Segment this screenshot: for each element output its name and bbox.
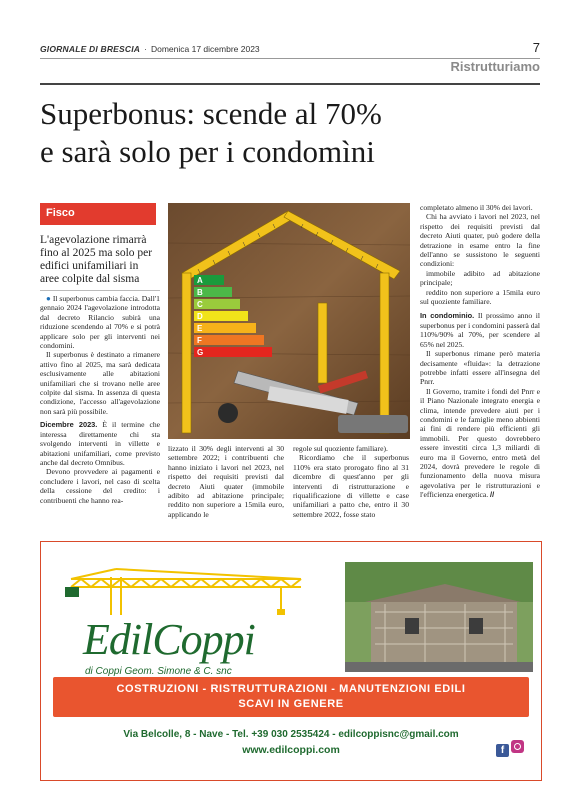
article-photo <box>168 203 410 439</box>
col4-paragraph-5: Il prossimo anno il superbonus per i condomini passerà dal 110%/90% al 70%, per scendere al 65% nel 2025. <box>420 311 540 349</box>
col1-paragraph-2: Il superbonus è destinato a rimanere attivo fino al 2025, ma sarà dedicata esclusivamente alle abitazioni unifamiliari che si trovano nelle aree colpite dal sisma. In assenza di questa condizione, l'accesso all'agevolazione non sarà più possibile. <box>40 350 160 416</box>
col4-paragraph-1: completato almeno il 30% dei lavori. <box>420 203 533 212</box>
bullet-icon: ● <box>46 294 51 303</box>
advertisement[interactable] <box>40 541 542 781</box>
article-column-1 <box>40 294 160 505</box>
svg-text:F: F <box>197 336 202 345</box>
page-number: 7 <box>532 40 540 55</box>
facebook-icon[interactable]: f <box>496 744 509 757</box>
services-line-2: SCAVI IN GENERE <box>238 698 344 710</box>
building-illustration <box>345 562 533 672</box>
section-title: Ristrutturiamo <box>450 59 540 74</box>
article-column-4 <box>420 203 540 500</box>
subheadline: L'agevolazione rimarrà fino al 2025 ma solo per edifici unifamiliari in aree colpite dal sisma <box>40 234 153 285</box>
col4-paragraph-2: Chi ha avviato i lavori nel 2023, nel rispetto dei requisiti previsti dal decreto Aiuti quater, può godere della detrazione in esame entro la fine dell'anno se sussistono le seguenti condizioni: <box>420 212 540 269</box>
instagram-icon[interactable] <box>511 740 524 753</box>
svg-text:C: C <box>197 300 203 309</box>
headline-line-2: e sarà solo per i condomìni <box>40 134 375 169</box>
category-tag <box>40 203 156 225</box>
subheadline-rule <box>40 290 160 291</box>
col4-paragraph-4: reddito non superiore a 15mila euro sul quoziente familiare. <box>420 287 540 307</box>
website-link[interactable]: www.edilcoppi.com <box>242 744 340 756</box>
headline <box>40 95 510 171</box>
col4-paragraph-7: Il Governo, tramite i fondi del Pnrr e il Piano Nazionale integrato energia e clima, intende prevedere aiuti per i condomini e le famiglie meno abbienti ai fini di rendere più efficienti gli immobili. Per questo dovrebbero essere investiti circa 1,3 miliardi di euro ma il Governo, entro metà del 2024, dovrà prevedere le regole di funzionamento della nuova misura agevolativa per le ristrutturazioni e l'efficienza energetica. <box>420 386 540 500</box>
contact-address: Via Belcolle, 8 - Nave - Tel. +39 030 2535424 - edilcoppisnc@gmail.com <box>123 729 459 740</box>
services-banner <box>53 677 529 717</box>
services-line-1: COSTRUZIONI - RISTRUTTURAZIONI - MANUTENZIONI EDILI <box>116 683 466 695</box>
social-icons <box>496 740 524 758</box>
col1-paragraph-4: Devono provvedere ai pagamenti e concludere i lavori, nel caso di scelta della cessione del credito: i contribuenti che hanno rea- <box>40 467 160 505</box>
newspaper-name: GIORNALE DI BRESCIA <box>40 44 141 54</box>
col1-paragraph-1: Il superbonus cambia faccia. Dall'1 gennaio 2024 l'agevolazione introdotta dal decreto Rilancio subirà una riduzione scendendo al 70% e si potrà applicare solo per gli interventi nei condomini. <box>40 294 160 351</box>
svg-text:G: G <box>197 348 204 357</box>
col4-lead-condominio: In condominio. <box>420 311 475 321</box>
brand-subtitle: di Coppi Geom. Simone & C. snc <box>85 666 232 677</box>
article-column-2 <box>168 444 284 519</box>
brand-logo: EdilCoppi <box>83 615 255 664</box>
svg-text:B: B <box>197 288 203 297</box>
article-column-3 <box>293 444 409 519</box>
building-photo <box>345 562 533 672</box>
end-mark: // <box>490 490 495 500</box>
energy-class-photo <box>168 203 410 439</box>
masthead-separator: · <box>144 44 147 54</box>
svg-text:A: A <box>197 276 203 285</box>
section-rule <box>40 83 540 85</box>
col3-paragraph-1: regole sul quoziente familiare). <box>293 444 388 453</box>
svg-text:E: E <box>197 324 203 333</box>
col4-paragraph-6: Il superbonus rimane però materia decisamente «fluida»: la detrazione potrebbe infatti essere all'insegna del Pnrr. <box>420 349 540 387</box>
masthead <box>40 44 260 54</box>
headline-line-1: Superbonus: scende al 70% <box>40 96 382 131</box>
issue-date: Domenica 17 dicembre 2023 <box>150 44 260 54</box>
svg-text:D: D <box>197 312 203 321</box>
category-tag-label: Fisco <box>46 207 75 219</box>
col1-paragraph-3: È il termine che interessa direttamente chi sta svolgendo interventi in villette e abitazioni unifamiliari, come previsto anche dal decreto Omnibus. <box>40 420 160 467</box>
col1-lead-dicembre: Dicembre 2023. <box>40 420 98 430</box>
col4-paragraph-3: immobile adibito ad abitazione principale; <box>420 268 540 288</box>
col3-paragraph-2: Ricordiamo che il superbonus 110% era stato prorogato fino al 31 dicembre di quest'anno per gli interventi di ristrutturazione e riqualificazione di villette e case unifamiliari a patto che, entro il 30 settembre 2022, fosse stato <box>293 453 409 519</box>
col2-paragraph-1: lizzato il 30% degli interventi al 30 settembre 2022; i contribuenti che hanno iniziato i lavori nel 2023, nel rispetto dei requisiti previsti dal decreto Aiuti quater (immobile adibito ad abitazione principale; reddito non superiore a 15mila euro, applicando le <box>168 444 284 519</box>
